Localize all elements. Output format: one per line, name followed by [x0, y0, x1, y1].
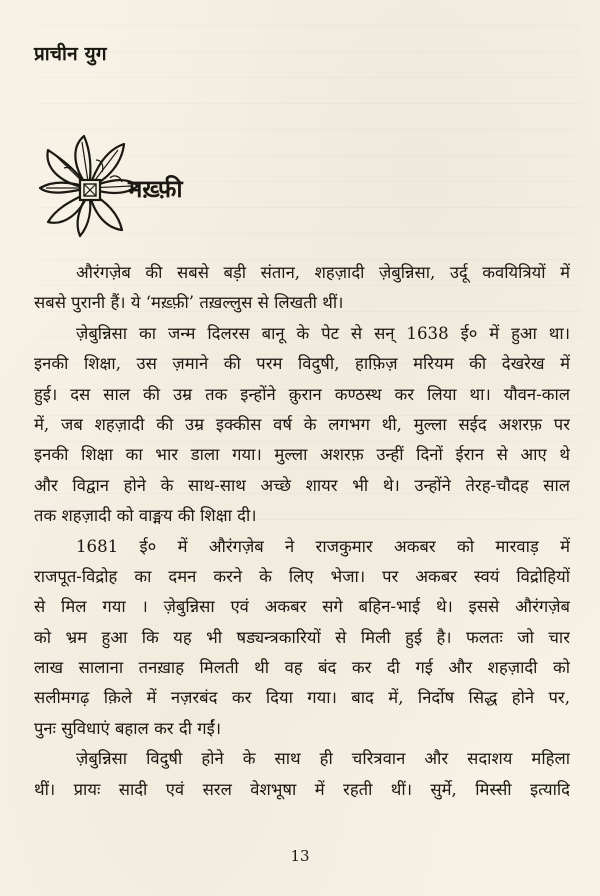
text-line: इनकी शिक्षा, उस ज़माने की परम विदुषी, हाफ़िज़ मरियम की देखरेख में [34, 354, 570, 374]
section-title: प्राचीन युग [34, 43, 107, 65]
text-line: औरंगज़ेब की सबसे बड़ी संतान, शहज़ादी ज़ेबुन्निसा, उर्दू कवयित्रियों में [76, 263, 570, 282]
text-line: सबसे पुरानी हैं। ये ‘मख़्फ़ी’ तख़ल्लुस से लिखती थीं। [34, 293, 344, 313]
text-line: 1681 ई० में औरंगज़ेब ने राजकुमार अकबर को मारवाड़ में [76, 536, 570, 556]
text-line: थीं। प्रायः सादी एवं सरल वेशभूषा में रहती थीं। सुर्मे, मिस्सी इत्यादि [34, 779, 570, 799]
text-line: से मिल गया । ज़ेबुन्निसा एवं अकबर सगे बहिन-भाई थे। इससे औरंगज़ेब [34, 597, 570, 617]
body-text [34, 258, 570, 805]
text-line: इनकी शिक्षा का भार डाला गया। मुल्ला अशरफ़ उन्हीं दिनों ईरान से आए थे [34, 445, 570, 465]
text-line: तक शहज़ादी को वाङ्मय की शिक्षा दी। [34, 506, 257, 526]
text-line: पुनः सुविधाएं बहाल कर दी गईं। [34, 718, 222, 738]
text-line: राजपूत-विद्रोह का दमन करने के लिए भेजा। पर अकबर स्वयं विद्रोहियों [34, 566, 570, 586]
text-line: में, जब शहज़ादी की उम्र इक्कीस वर्ष के लगभग थी, मुल्ला सईद अशरफ़ पर [34, 414, 570, 434]
text-line: हुई। दस साल की उम्र तक इन्होंने क़ुरान कण्ठस्थ कर लिया था। यौवन-काल [34, 384, 570, 404]
text-line: लाख सालाना तनख़ाह मिलती थी वह बंद कर दी गई और शहज़ादी को [34, 658, 570, 678]
text-line: को भ्रम हुआ कि यह भी षड्यन्त्रकारियों से मिली हुई है। फलतः जो चार [34, 627, 570, 647]
chapter-title: मख़्फ़ी [128, 174, 183, 203]
text-line: सलीमगढ़ क़िले में नज़रबंद कर दिया गया। बाद में, निर्दोष सिद्ध होने पर, [34, 688, 570, 708]
text-line: ज़ेबुन्निसा विदुषी होने के साथ ही चरित्रवान और सदाशय महिला [76, 749, 570, 769]
page-number: 13 [290, 847, 310, 865]
text-line: ज़ेबुन्निसा का जन्म दिलरस बानू के पेट से सन् 1638 ई० में हुआ था। [76, 323, 570, 343]
text-line: और विद्वान होने के साथ-साथ अच्छे शायर भी थे। उन्होंने तेरह-चौदह साल [34, 475, 570, 495]
